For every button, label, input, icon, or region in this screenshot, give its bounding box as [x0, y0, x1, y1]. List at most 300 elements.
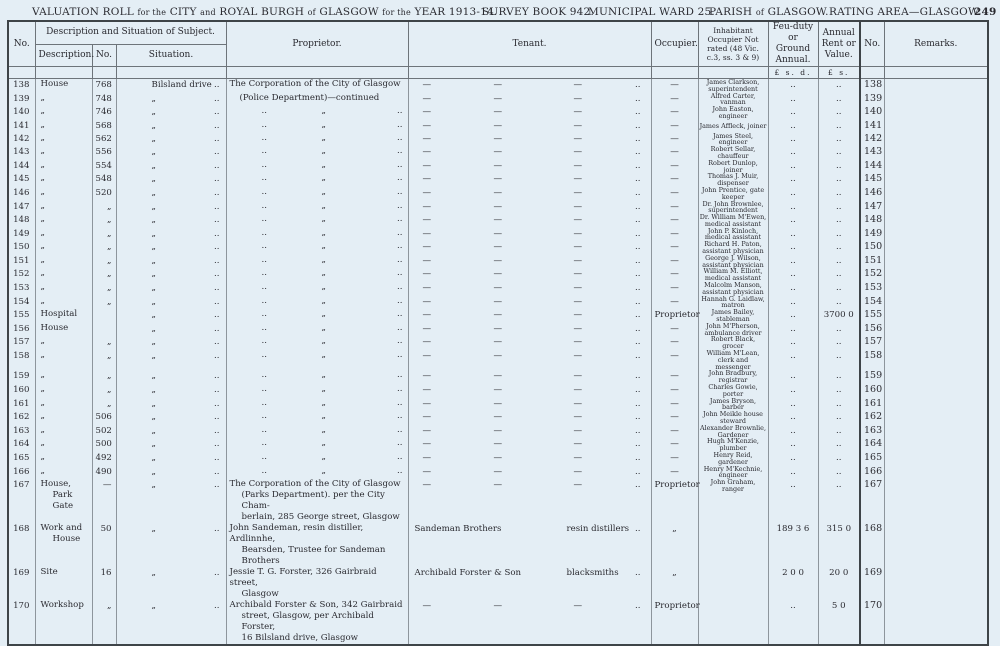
- dots: ..: [214, 160, 220, 171]
- dots: ..: [397, 186, 403, 197]
- row-occupier: —: [651, 133, 698, 147]
- row-number-right: 145: [860, 173, 884, 187]
- row-remarks: [884, 384, 988, 398]
- row-proprietor: [226, 466, 408, 480]
- row-feu-duty: ..: [768, 160, 818, 174]
- row-remarks: [884, 146, 988, 160]
- row-number-right: 139: [860, 93, 884, 107]
- row-annual-rent: ..: [818, 187, 860, 201]
- row-proprietor: [226, 600, 408, 645]
- table-row: [8, 282, 988, 296]
- page-number: 249: [974, 6, 997, 18]
- title-part: VALUATION ROLL: [32, 6, 134, 18]
- dash: —: [493, 310, 503, 321]
- row-occupier: —: [651, 241, 698, 255]
- row-number-right: 151: [860, 255, 884, 269]
- row-number: 163: [8, 425, 35, 439]
- dash: —: [493, 174, 503, 185]
- row-occupier: —: [651, 228, 698, 242]
- row-subject-no: 520: [92, 187, 116, 201]
- row-situation: [116, 384, 226, 398]
- dash: —: [493, 412, 503, 423]
- dots: ..: [397, 159, 403, 170]
- dots: ..: [261, 132, 267, 143]
- row-feu-duty: ..: [768, 411, 818, 425]
- row-subject-no: „: [92, 201, 116, 215]
- row-description: „: [35, 466, 92, 480]
- proprietor-line: berlain, 285 George street, Glasgow: [241, 512, 400, 523]
- row-inhabitant: Robert Dunlop, joiner: [698, 160, 768, 174]
- row-situation: [116, 160, 226, 174]
- row-subject-no: 768: [92, 79, 116, 93]
- row-subject-no: 748: [92, 93, 116, 107]
- dots: ..: [261, 336, 267, 347]
- situation-text: „: [151, 255, 156, 266]
- row-feu-duty: ..: [768, 323, 818, 337]
- dash: —: [422, 283, 432, 294]
- table-row: [8, 201, 988, 215]
- dash: —: [493, 398, 503, 409]
- dash: —: [573, 398, 583, 409]
- tenant-cell: [408, 384, 651, 398]
- table-row: [8, 600, 988, 645]
- proprietor-line: Archibald Forster & Son, 342 Gairbraid: [229, 600, 403, 611]
- dash: —: [573, 323, 583, 334]
- row-occupier: —: [651, 350, 698, 370]
- table-row: [8, 296, 988, 310]
- row-subject-no: „: [92, 600, 116, 645]
- dots: ..: [397, 411, 403, 422]
- row-occupier: —: [651, 93, 698, 107]
- row-number-right: 149: [860, 228, 884, 242]
- row-inhabitant: James Affleck, joiner: [698, 120, 768, 133]
- row-remarks: [884, 411, 988, 425]
- row-proprietor: [226, 120, 408, 133]
- dots: ..: [635, 351, 641, 362]
- dots: ..: [635, 160, 641, 171]
- row-feu-duty: ..: [768, 201, 818, 215]
- dots: ..: [635, 425, 641, 436]
- row-number: 139: [8, 93, 35, 107]
- situation-text: „: [151, 337, 156, 348]
- row-occupier: —: [651, 425, 698, 439]
- ditto: „: [321, 268, 326, 279]
- dash: —: [422, 187, 432, 198]
- row-subject-no: —: [92, 479, 116, 523]
- row-occupier: —: [651, 370, 698, 384]
- row-inhabitant: George J. Wilson, assistant physician: [698, 255, 768, 269]
- dash: —: [493, 93, 503, 104]
- row-subject-no: „: [92, 228, 116, 242]
- row-remarks: [884, 241, 988, 255]
- dash: —: [573, 215, 583, 226]
- dots: ..: [214, 147, 220, 158]
- row-number: 146: [8, 187, 35, 201]
- row-feu-duty: ..: [768, 479, 818, 523]
- dash: —: [422, 133, 432, 144]
- row-inhabitant: John Easton, engineer: [698, 106, 768, 120]
- col-subject-no: No.: [92, 44, 116, 66]
- dots: ..: [397, 146, 403, 157]
- dash: —: [422, 412, 432, 423]
- dots: ..: [261, 241, 267, 252]
- row-remarks: [884, 466, 988, 480]
- row-proprietor: [226, 93, 408, 107]
- row-annual-rent: 20 0: [818, 567, 860, 600]
- tenant-cell: [408, 323, 651, 337]
- row-feu-duty: ..: [768, 296, 818, 310]
- dash: —: [422, 147, 432, 158]
- dash: —: [422, 371, 432, 382]
- row-feu-duty: ..: [768, 120, 818, 133]
- dots: ..: [214, 80, 220, 90]
- row-feu-duty: ..: [768, 370, 818, 384]
- row-subject-no: „: [92, 370, 116, 384]
- row-remarks: [884, 268, 988, 282]
- row-feu-duty: ..: [768, 241, 818, 255]
- situation-text: „: [151, 228, 156, 239]
- row-number: 157: [8, 336, 35, 350]
- table-row: [8, 425, 988, 439]
- dash: —: [573, 466, 583, 477]
- dots: ..: [397, 241, 403, 252]
- tenant-cell: [408, 160, 651, 174]
- dots: ..: [261, 106, 267, 117]
- row-occupier: —: [651, 282, 698, 296]
- row-remarks: [884, 255, 988, 269]
- row-description: „: [35, 160, 92, 174]
- row-number: 153: [8, 282, 35, 296]
- situation-text: „: [151, 385, 156, 396]
- dash: —: [573, 242, 583, 253]
- row-subject-no: „: [92, 255, 116, 269]
- row-situation: [116, 398, 226, 412]
- row-inhabitant: Hannah G. Laidlaw, matron: [698, 296, 768, 310]
- row-number: 143: [8, 146, 35, 160]
- row-feu-duty: ..: [768, 438, 818, 452]
- row-annual-rent: ..: [818, 323, 860, 337]
- row-number-right: 143: [860, 146, 884, 160]
- dots: ..: [261, 384, 267, 395]
- row-subject-no: 746: [92, 106, 116, 120]
- row-number-right: 155: [860, 309, 884, 323]
- row-number: 159: [8, 370, 35, 384]
- dots: ..: [635, 371, 641, 382]
- tenant-cell: [408, 438, 651, 452]
- row-remarks: [884, 120, 988, 133]
- dash: —: [493, 201, 503, 212]
- dash: —: [493, 107, 503, 118]
- dots: ..: [635, 187, 641, 198]
- dash: —: [573, 80, 583, 90]
- row-number: 150: [8, 241, 35, 255]
- dots: ..: [397, 254, 403, 265]
- dash: —: [573, 93, 583, 104]
- title-part: and: [200, 8, 216, 17]
- tenant-cell: [408, 282, 651, 296]
- row-remarks: [884, 79, 988, 93]
- row-remarks: [884, 228, 988, 242]
- row-feu-duty: ..: [768, 336, 818, 350]
- dots: ..: [397, 370, 403, 381]
- tenant-cell: [408, 93, 651, 107]
- row-number: 169: [8, 567, 35, 600]
- tenant-cell: [408, 228, 651, 242]
- row-proprietor: [226, 241, 408, 255]
- table-row: [8, 214, 988, 228]
- row-proprietor: [226, 79, 408, 93]
- row-number: 154: [8, 296, 35, 310]
- dots: ..: [261, 173, 267, 184]
- dash: —: [493, 323, 503, 334]
- row-annual-rent: ..: [818, 106, 860, 120]
- dots: ..: [635, 337, 641, 348]
- row-annual-rent: ..: [818, 384, 860, 398]
- row-inhabitant: John Bradbury, registrar: [698, 370, 768, 384]
- row-description: „: [35, 296, 92, 310]
- dots: ..: [261, 397, 267, 408]
- ditto: „: [321, 309, 326, 320]
- row-inhabitant: John Meikle house steward: [698, 411, 768, 425]
- ditto: „: [321, 132, 326, 143]
- description-line: Work and: [40, 523, 83, 534]
- row-inhabitant: John M'Pherson, ambulance driver: [698, 323, 768, 337]
- table-row: [8, 370, 988, 384]
- dash: —: [573, 296, 583, 307]
- situation-text: „: [151, 107, 156, 118]
- title-main: [32, 6, 497, 18]
- row-number-right: 165: [860, 452, 884, 466]
- dots: ..: [397, 282, 403, 293]
- tenant-trade: resin distillers: [566, 524, 630, 535]
- dots: ..: [635, 242, 641, 253]
- dash: —: [493, 371, 503, 382]
- row-situation: [116, 268, 226, 282]
- row-feu-duty: ..: [768, 79, 818, 93]
- dots: ..: [214, 524, 220, 535]
- dots: ..: [214, 215, 220, 226]
- proprietor-line: 16 Bilsland drive, Glasgow: [241, 633, 358, 644]
- proprietor-line: Brothers: [241, 556, 280, 567]
- dots: ..: [397, 214, 403, 225]
- ditto: „: [321, 465, 326, 476]
- row-number: 170: [8, 600, 35, 645]
- row-number-right: 147: [860, 201, 884, 215]
- row-subject-no: „: [92, 296, 116, 310]
- proprietor-line: (Parks Department). per the City Cham-: [241, 490, 385, 512]
- row-inhabitant: Henry Reid, gardener: [698, 452, 768, 466]
- ditto: „: [321, 322, 326, 333]
- tenant-name: Sandeman Brothers: [414, 524, 502, 535]
- row-annual-rent: ..: [818, 173, 860, 187]
- dots: ..: [397, 424, 403, 435]
- row-occupier: —: [651, 268, 698, 282]
- situation-text: „: [151, 480, 156, 491]
- row-annual-rent: ..: [818, 425, 860, 439]
- row-remarks: [884, 336, 988, 350]
- dash: —: [422, 107, 432, 118]
- row-subject-no: 492: [92, 452, 116, 466]
- situation-text: „: [151, 452, 156, 463]
- table-row: [8, 228, 988, 242]
- row-number-right: 162: [860, 411, 884, 425]
- dots: ..: [214, 466, 220, 477]
- row-subject-no: 490: [92, 466, 116, 480]
- table-row: [8, 173, 988, 187]
- row-remarks: [884, 323, 988, 337]
- ditto: „: [321, 119, 326, 130]
- dots: ..: [214, 201, 220, 212]
- row-description: „: [35, 201, 92, 215]
- situation-text: „: [151, 466, 156, 477]
- dots: ..: [261, 227, 267, 238]
- row-occupier: —: [651, 438, 698, 452]
- tenant-cell: [408, 214, 651, 228]
- parish-part: PARISH: [709, 6, 753, 18]
- row-occupier: „: [651, 567, 698, 600]
- dots: ..: [261, 465, 267, 476]
- row-inhabitant: John Prentice, gate keeper: [698, 187, 768, 201]
- situation-text: „: [151, 133, 156, 144]
- dash: —: [493, 215, 503, 226]
- dots: ..: [635, 323, 641, 334]
- proprietor-line: Bearsden, Trustee for Sandeman: [241, 545, 386, 556]
- row-proprietor: [226, 296, 408, 310]
- row-remarks: [884, 567, 988, 600]
- row-proprietor: [226, 214, 408, 228]
- row-proprietor: [226, 567, 408, 600]
- row-description: „: [35, 411, 92, 425]
- row-annual-rent: ..: [818, 228, 860, 242]
- dash: —: [422, 480, 432, 491]
- row-occupier: —: [651, 384, 698, 398]
- ditto: „: [321, 214, 326, 225]
- dash: —: [573, 283, 583, 294]
- dots: ..: [261, 159, 267, 170]
- row-annual-rent: ..: [818, 370, 860, 384]
- row-subject-no: 554: [92, 160, 116, 174]
- dots: ..: [214, 228, 220, 239]
- title-part: for the: [382, 8, 411, 17]
- ditto: „: [321, 384, 326, 395]
- row-annual-rent: ..: [818, 268, 860, 282]
- tenant-cell: [408, 79, 651, 93]
- proprietor-line: John Sandeman, resin distiller, Ardlinnhe,: [229, 523, 364, 545]
- col-annual-rent: Annual Rent or Value.: [818, 21, 860, 67]
- row-proprietor: [226, 187, 408, 201]
- row-situation: [116, 350, 226, 370]
- title-part: CITY: [169, 6, 197, 18]
- row-remarks: [884, 425, 988, 439]
- row-remarks: [884, 133, 988, 147]
- row-occupier: —: [651, 106, 698, 120]
- row-subject-no: [92, 309, 116, 323]
- row-number: 166: [8, 466, 35, 480]
- row-description: „: [35, 187, 92, 201]
- dash: —: [422, 323, 432, 334]
- row-situation: [116, 79, 226, 93]
- row-situation: [116, 309, 226, 323]
- feu-units: £ s. d.: [768, 67, 818, 79]
- row-description: „: [35, 146, 92, 160]
- row-annual-rent: 5 0: [818, 600, 860, 645]
- row-feu-duty: ..: [768, 398, 818, 412]
- table-body: [8, 79, 988, 646]
- row-inhabitant: James Bryson, barber: [698, 398, 768, 412]
- situation-text: „: [151, 351, 156, 362]
- dash: —: [422, 93, 432, 104]
- dash: —: [422, 255, 432, 266]
- row-feu-duty: ..: [768, 600, 818, 645]
- row-number-right: 166: [860, 466, 884, 480]
- dash: —: [573, 269, 583, 280]
- ditto: „: [321, 106, 326, 117]
- situation-text: „: [151, 412, 156, 423]
- table-row: [8, 350, 988, 370]
- row-annual-rent: ..: [818, 93, 860, 107]
- row-annual-rent: ..: [818, 479, 860, 523]
- dots: ..: [397, 106, 403, 117]
- row-number-right: 148: [860, 214, 884, 228]
- dash: —: [573, 201, 583, 212]
- row-remarks: [884, 523, 988, 567]
- row-number: 156: [8, 323, 35, 337]
- row-number-right: 163: [860, 425, 884, 439]
- ditto: „: [321, 451, 326, 462]
- row-occupier: —: [651, 120, 698, 133]
- row-number: 155: [8, 309, 35, 323]
- dash: —: [422, 228, 432, 239]
- row-occupier: Proprietor: [651, 479, 698, 523]
- row-subject-no: 556: [92, 146, 116, 160]
- row-inhabitant: [698, 523, 768, 567]
- row-description: „: [35, 120, 92, 133]
- row-subject-no: [92, 323, 116, 337]
- table-row: [8, 79, 988, 93]
- title-part: YEAR 1913-14.: [414, 6, 498, 18]
- dots: ..: [214, 398, 220, 409]
- row-remarks: [884, 214, 988, 228]
- survey-book: SURVEY BOOK 942.: [482, 6, 594, 18]
- dots: ..: [214, 174, 220, 185]
- dots: ..: [635, 466, 641, 477]
- dots: ..: [397, 451, 403, 462]
- row-subject-no: 16: [92, 567, 116, 600]
- dash: —: [573, 120, 583, 131]
- parish-part: GLASGOW.: [767, 6, 829, 18]
- row-occupier: —: [651, 173, 698, 187]
- row-feu-duty: ..: [768, 106, 818, 120]
- row-remarks: [884, 173, 988, 187]
- row-proprietor: [226, 173, 408, 187]
- row-occupier: —: [651, 255, 698, 269]
- situation-text: „: [151, 283, 156, 294]
- tenant-cell: [408, 173, 651, 187]
- row-description: „: [35, 106, 92, 120]
- dots: ..: [397, 384, 403, 395]
- situation-text: „: [151, 147, 156, 158]
- ditto: „: [321, 146, 326, 157]
- row-number-right: 141: [860, 120, 884, 133]
- row-remarks: [884, 187, 988, 201]
- dash: —: [422, 269, 432, 280]
- dots: ..: [261, 350, 267, 361]
- row-number: 140: [8, 106, 35, 120]
- dots: ..: [214, 371, 220, 382]
- dash: —: [422, 439, 432, 450]
- dash: —: [573, 385, 583, 396]
- tenant-cell: [408, 425, 651, 439]
